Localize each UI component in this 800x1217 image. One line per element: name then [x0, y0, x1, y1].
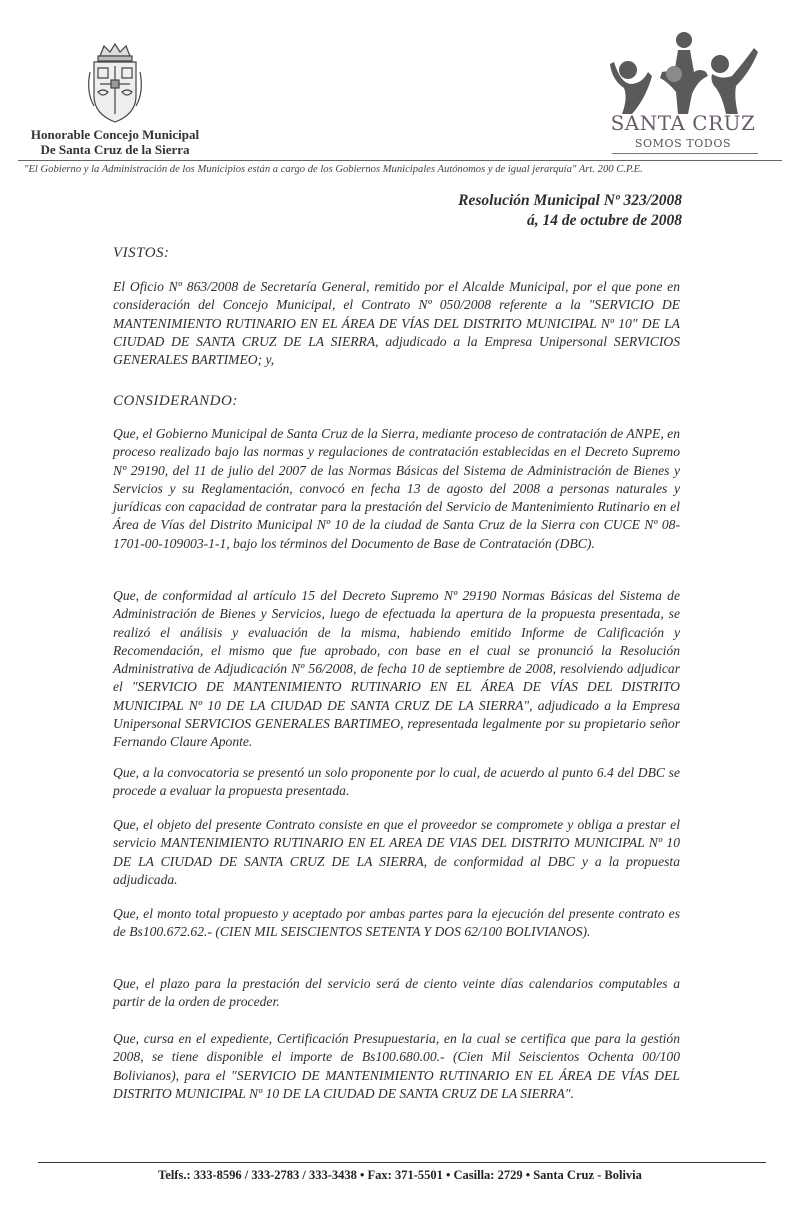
considerando-heading: CONSIDERANDO: [113, 393, 238, 409]
vistos-heading: VISTOS: [113, 245, 170, 261]
brand-subtitle: SOMOS TODOS [634, 137, 732, 150]
considerando-paragraph-4: Que, el objeto del presente Contrato consiste en que el proveedor se compromete y obliga a prestar el servicio MANTENIMIENTO RUTINARIO EN EL AREA DE VIAS DEL DISTRITO MUNICIPAL Nº 10 DE LA CIUDAD DE SANTA CRUZ DE LA SIERRA, de conformidad al DBC y a la propuesta adjudicada. [113, 817, 680, 887]
footer-divider [38, 1162, 766, 1163]
considerando-paragraph-5: Que, el monto total propuesto y aceptado por ambas partes para la ejecución del presente contrato es de Bs100.672.62.- (CIEN MIL SEISCIENTOS SETENTA Y DOS 62/100 BOLIVIANOS). [113, 906, 680, 940]
resolution-title: Resolución Municipal Nº 323/2008 [458, 192, 682, 209]
header-divider [18, 160, 782, 161]
council-city: De Santa Cruz de la Sierra [40, 142, 190, 157]
considerando-paragraph-2: Que, de conformidad al artículo 15 del Decreto Supremo Nº 29190 Normas Básicas del Sistema de Administración de Bienes y Servicios, luego de efectuada la apertura de la propuesta presentada, se realizó el análisis y evaluación de la misma, habiendo emitido Informe de Calificación y Recomendación, el mismo que fue aprobado, con base en el cual se pronunció la Resolución Administrativa de Adjudicación Nº 56/2008, de fecha 10 de septiembre de 2008, resolviendo adjudicar el "SERVICIO DE MANTENIMIENTO RUTINARIO EN EL ÁREA DE VÍAS DEL DISTRITO MUNICIPAL Nº 10 DE LA CIUDAD DE SANTA CRUZ DE LA SIERRA", adjudicado a la Empresa Unipersonal SERVICIOS GENERALES BARTIMEO, representada legalmente por su propietario señor Fernando Claure Aponte. [113, 588, 680, 750]
considerando-paragraph-3: Que, a la convocatoria se presentó un solo proponente por lo cual, de acuerdo al punto 6.4 del DBC se procede a evaluar la propuesta presentada. [113, 765, 680, 799]
council-name: Honorable Concejo Municipal [30, 127, 200, 142]
three-people-raising-arms-icon [608, 32, 758, 114]
brand-title: SANTA CRUZ [610, 111, 756, 135]
constitution-quote: "El Gobierno y la Administración de los Municipios están a cargo de los Gobiernos Municipales Autónomos y de igual jerarquía" Art. 200 C.P.E. [24, 164, 643, 175]
vistos-paragraph: El Oficio Nº 863/2008 de Secretaría General, remitido por el Alcalde Municipal, por el que pone en consideración del Concejo Municipal, el Contrato Nº 050/2008 referente a la "SERVICIO DE MANTENIMIENTO RUTINARIO EN EL ÁREA DE VÍAS DEL DISTRITO MUNICIPAL Nº 10" DE LA CIUDAD DE SANTA CRUZ DE LA SIERRA, adjudicado a la Empresa Unipersonal SERVICIOS GENERALES BARTIMEO; y, [113, 279, 680, 368]
considerando-paragraph-1: Que, el Gobierno Municipal de Santa Cruz de la Sierra, mediante proceso de contratación de ANPE, en proceso realizado bajo las normas y regulaciones de contratación establecidas en el Decreto Supremo Nº 29190, del 11 de julio del 2007 de las Normas Básicas del Sistema de Administración de Bienes y Servicios y su Reglamentación, convocó en fecha 13 de agosto del 2008 a personas naturales y jurídicas con capacidad de contratar para la prestación del Servicio de Mantenimiento Rutinario en el Área de Vías del Distrito Municipal Nº 10 de la ciudad de Santa Cruz de la Sierra con CUCE Nº 08-1701-00-109003-1-1, bajo los términos del Documento de Base de Contratación (DBC). [113, 426, 680, 551]
resolution-date: á, 14 de octubre de 2008 [527, 212, 682, 229]
municipal-coat-of-arms-icon [84, 42, 146, 126]
considerando-paragraph-7: Que, cursa en el expediente, Certificación Presupuestaria, en la cual se certifica que para la gestión 2008, se tiene disponible el importe de Bs100.680.00.- (Cien Mil Seiscientos Ochenta 00/100 Bolivianos), para el "SERVICIO DE MANTENIMIENTO RUTINARIO EN EL ÁREA DE VÍAS DEL DISTRITO MUNICIPAL Nº 10 DE LA CIUDAD DE SANTA CRUZ DE LA SIERRA". [113, 1031, 680, 1101]
footer-contact: Telfs.: 333-8596 / 333-2783 / 333-3438 • Fax: 371-5501 • Casilla: 2729 • Santa Cruz - Bolivia [158, 1168, 642, 1182]
brand-divider [612, 153, 758, 154]
considerando-paragraph-6: Que, el plazo para la prestación del servicio será de ciento veinte días calendarios computables a partir de la orden de proceder. [113, 976, 680, 1010]
